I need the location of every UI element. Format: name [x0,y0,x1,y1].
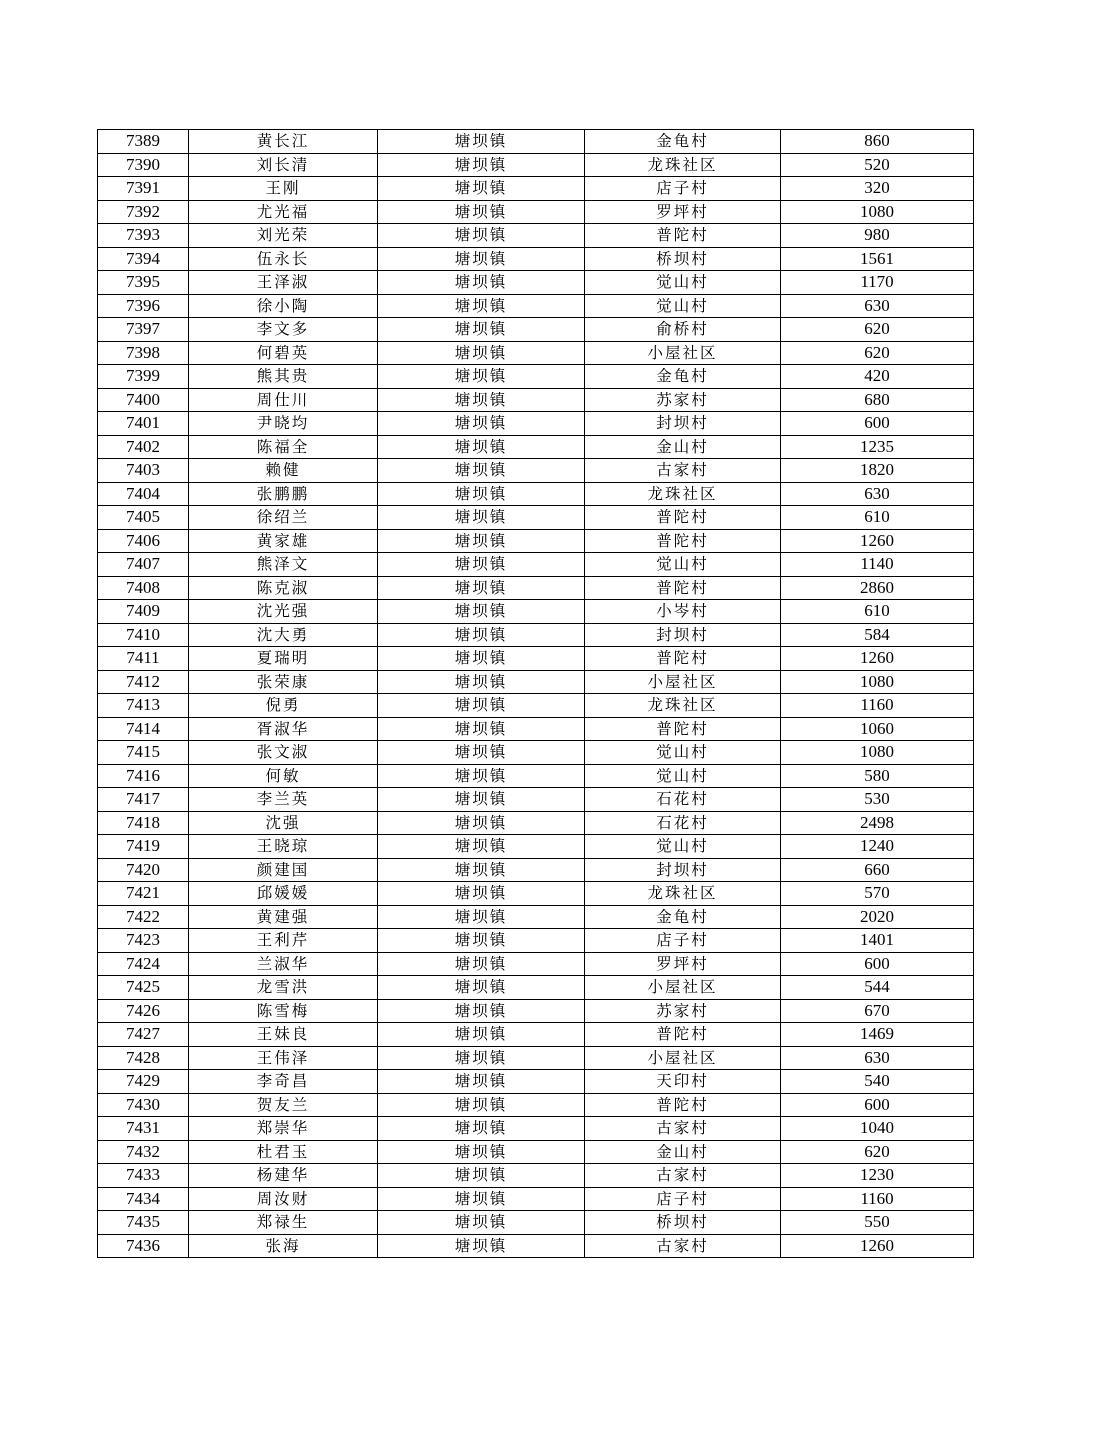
table-row [98,529,974,553]
table-row [98,905,974,929]
town-cell: 塘坝镇 [378,482,585,506]
amount-cell: 1235 [781,435,974,459]
town-cell: 塘坝镇 [378,835,585,859]
name-cell: 沈大勇 [189,623,378,647]
village-cell: 龙珠社区 [585,882,781,906]
row-number-cell: 7419 [98,835,189,859]
table-row [98,811,974,835]
village-cell: 小屋社区 [585,670,781,694]
row-number-cell: 7396 [98,294,189,318]
table-row [98,506,974,530]
town-cell: 塘坝镇 [378,341,585,365]
row-number-cell: 7410 [98,623,189,647]
table-row [98,459,974,483]
name-cell: 陈福全 [189,435,378,459]
amount-cell: 520 [781,153,974,177]
row-number-cell: 7406 [98,529,189,553]
row-number-cell: 7404 [98,482,189,506]
data-table [97,129,974,1258]
village-cell: 金龟村 [585,905,781,929]
town-cell: 塘坝镇 [378,294,585,318]
name-cell: 张荣康 [189,670,378,694]
town-cell: 塘坝镇 [378,882,585,906]
name-cell: 张鹏鹏 [189,482,378,506]
village-cell: 小岑村 [585,600,781,624]
town-cell: 塘坝镇 [378,623,585,647]
town-cell: 塘坝镇 [378,929,585,953]
name-cell: 李文多 [189,318,378,342]
amount-cell: 610 [781,506,974,530]
row-number-cell: 7424 [98,952,189,976]
village-cell: 桥坝村 [585,1211,781,1235]
name-cell: 何碧英 [189,341,378,365]
village-cell: 封坝村 [585,858,781,882]
name-cell: 熊其贵 [189,365,378,389]
town-cell: 塘坝镇 [378,1117,585,1141]
village-cell: 普陀村 [585,529,781,553]
town-cell: 塘坝镇 [378,1211,585,1235]
row-number-cell: 7397 [98,318,189,342]
name-cell: 陈克淑 [189,576,378,600]
row-number-cell: 7426 [98,999,189,1023]
table-row [98,388,974,412]
table-row [98,952,974,976]
row-number-cell: 7427 [98,1023,189,1047]
amount-cell: 1820 [781,459,974,483]
village-cell: 小屋社区 [585,341,781,365]
table-row [98,200,974,224]
table-row [98,1140,974,1164]
row-number-cell: 7392 [98,200,189,224]
name-cell: 何敏 [189,764,378,788]
town-cell: 塘坝镇 [378,788,585,812]
town-cell: 塘坝镇 [378,647,585,671]
row-number-cell: 7418 [98,811,189,835]
table-row [98,318,974,342]
village-cell: 觉山村 [585,835,781,859]
village-cell: 觉山村 [585,271,781,295]
row-number-cell: 7412 [98,670,189,694]
amount-cell: 630 [781,482,974,506]
name-cell: 徐小陶 [189,294,378,318]
village-cell: 苏家村 [585,999,781,1023]
town-cell: 塘坝镇 [378,976,585,1000]
village-cell: 金龟村 [585,365,781,389]
amount-cell: 1230 [781,1164,974,1188]
amount-cell: 2860 [781,576,974,600]
village-cell: 封坝村 [585,623,781,647]
name-cell: 王刚 [189,177,378,201]
amount-cell: 1080 [781,741,974,765]
table-row [98,999,974,1023]
amount-cell: 620 [781,318,974,342]
table-row [98,130,974,154]
name-cell: 黄长江 [189,130,378,154]
table-row [98,294,974,318]
row-number-cell: 7402 [98,435,189,459]
name-cell: 胥淑华 [189,717,378,741]
name-cell: 张海 [189,1234,378,1258]
town-cell: 塘坝镇 [378,459,585,483]
row-number-cell: 7409 [98,600,189,624]
name-cell: 邱媛媛 [189,882,378,906]
town-cell: 塘坝镇 [378,1164,585,1188]
village-cell: 店子村 [585,1187,781,1211]
village-cell: 普陀村 [585,224,781,248]
table-row [98,247,974,271]
town-cell: 塘坝镇 [378,365,585,389]
table-row [98,1023,974,1047]
amount-cell: 1170 [781,271,974,295]
town-cell: 塘坝镇 [378,435,585,459]
amount-cell: 630 [781,1046,974,1070]
row-number-cell: 7407 [98,553,189,577]
row-number-cell: 7390 [98,153,189,177]
village-cell: 封坝村 [585,412,781,436]
name-cell: 郑禄生 [189,1211,378,1235]
table-row [98,882,974,906]
amount-cell: 1260 [781,1234,974,1258]
amount-cell: 620 [781,1140,974,1164]
row-number-cell: 7414 [98,717,189,741]
table-row [98,647,974,671]
amount-cell: 1060 [781,717,974,741]
amount-cell: 540 [781,1070,974,1094]
village-cell: 龙珠社区 [585,482,781,506]
village-cell: 石花村 [585,811,781,835]
table-row [98,1187,974,1211]
table-row [98,576,974,600]
town-cell: 塘坝镇 [378,1234,585,1258]
row-number-cell: 7401 [98,412,189,436]
amount-cell: 1160 [781,1187,974,1211]
village-cell: 店子村 [585,177,781,201]
table-row [98,553,974,577]
table-row [98,1211,974,1235]
amount-cell: 680 [781,388,974,412]
town-cell: 塘坝镇 [378,412,585,436]
town-cell: 塘坝镇 [378,952,585,976]
row-number-cell: 7432 [98,1140,189,1164]
village-cell: 桥坝村 [585,247,781,271]
town-cell: 塘坝镇 [378,600,585,624]
amount-cell: 320 [781,177,974,201]
name-cell: 王泽淑 [189,271,378,295]
amount-cell: 670 [781,999,974,1023]
name-cell: 颜建国 [189,858,378,882]
amount-cell: 1240 [781,835,974,859]
amount-cell: 1469 [781,1023,974,1047]
town-cell: 塘坝镇 [378,318,585,342]
row-number-cell: 7415 [98,741,189,765]
name-cell: 杜君玉 [189,1140,378,1164]
row-number-cell: 7420 [98,858,189,882]
village-cell: 金山村 [585,435,781,459]
name-cell: 郑崇华 [189,1117,378,1141]
row-number-cell: 7411 [98,647,189,671]
row-number-cell: 7417 [98,788,189,812]
row-number-cell: 7400 [98,388,189,412]
amount-cell: 600 [781,412,974,436]
row-number-cell: 7425 [98,976,189,1000]
town-cell: 塘坝镇 [378,905,585,929]
row-number-cell: 7394 [98,247,189,271]
village-cell: 觉山村 [585,553,781,577]
row-number-cell: 7413 [98,694,189,718]
amount-cell: 580 [781,764,974,788]
village-cell: 古家村 [585,1164,781,1188]
town-cell: 塘坝镇 [378,224,585,248]
table-row [98,1046,974,1070]
village-cell: 俞桥村 [585,318,781,342]
town-cell: 塘坝镇 [378,247,585,271]
name-cell: 尹晓均 [189,412,378,436]
village-cell: 古家村 [585,459,781,483]
village-cell: 普陀村 [585,1023,781,1047]
town-cell: 塘坝镇 [378,1187,585,1211]
village-cell: 普陀村 [585,647,781,671]
name-cell: 李奇昌 [189,1070,378,1094]
town-cell: 塘坝镇 [378,670,585,694]
village-cell: 普陀村 [585,717,781,741]
town-cell: 塘坝镇 [378,858,585,882]
row-number-cell: 7436 [98,1234,189,1258]
amount-cell: 1160 [781,694,974,718]
amount-cell: 1080 [781,670,974,694]
table-row [98,1093,974,1117]
village-cell: 普陀村 [585,576,781,600]
town-cell: 塘坝镇 [378,741,585,765]
town-cell: 塘坝镇 [378,153,585,177]
table-row [98,858,974,882]
table-row [98,976,974,1000]
row-number-cell: 7423 [98,929,189,953]
village-cell: 觉山村 [585,741,781,765]
name-cell: 夏瑞明 [189,647,378,671]
name-cell: 龙雪洪 [189,976,378,1000]
row-number-cell: 7422 [98,905,189,929]
amount-cell: 420 [781,365,974,389]
table-row [98,764,974,788]
name-cell: 刘光荣 [189,224,378,248]
village-cell: 普陀村 [585,506,781,530]
table-row [98,717,974,741]
amount-cell: 1260 [781,529,974,553]
table-row [98,177,974,201]
town-cell: 塘坝镇 [378,1070,585,1094]
name-cell: 黄建强 [189,905,378,929]
row-number-cell: 7398 [98,341,189,365]
amount-cell: 980 [781,224,974,248]
name-cell: 贺友兰 [189,1093,378,1117]
town-cell: 塘坝镇 [378,1140,585,1164]
village-cell: 金龟村 [585,130,781,154]
table-row [98,271,974,295]
village-cell: 罗坪村 [585,200,781,224]
row-number-cell: 7405 [98,506,189,530]
town-cell: 塘坝镇 [378,130,585,154]
town-cell: 塘坝镇 [378,694,585,718]
table-row [98,694,974,718]
village-cell: 觉山村 [585,294,781,318]
row-number-cell: 7430 [98,1093,189,1117]
town-cell: 塘坝镇 [378,271,585,295]
town-cell: 塘坝镇 [378,717,585,741]
amount-cell: 620 [781,341,974,365]
table-row [98,412,974,436]
amount-cell: 610 [781,600,974,624]
table-row [98,741,974,765]
amount-cell: 860 [781,130,974,154]
name-cell: 王利芹 [189,929,378,953]
amount-cell: 530 [781,788,974,812]
village-cell: 小屋社区 [585,1046,781,1070]
name-cell: 陈雪梅 [189,999,378,1023]
row-number-cell: 7408 [98,576,189,600]
village-cell: 罗坪村 [585,952,781,976]
table-row [98,365,974,389]
name-cell: 张文淑 [189,741,378,765]
village-cell: 天印村 [585,1070,781,1094]
amount-cell: 1260 [781,647,974,671]
town-cell: 塘坝镇 [378,576,585,600]
table-row [98,224,974,248]
row-number-cell: 7435 [98,1211,189,1235]
row-number-cell: 7393 [98,224,189,248]
row-number-cell: 7433 [98,1164,189,1188]
name-cell: 杨建华 [189,1164,378,1188]
village-cell: 觉山村 [585,764,781,788]
name-cell: 倪勇 [189,694,378,718]
name-cell: 伍永长 [189,247,378,271]
table-row [98,153,974,177]
village-cell: 小屋社区 [585,976,781,1000]
amount-cell: 600 [781,952,974,976]
row-number-cell: 7429 [98,1070,189,1094]
row-number-cell: 7416 [98,764,189,788]
row-number-cell: 7395 [98,271,189,295]
name-cell: 沈光强 [189,600,378,624]
table-row [98,788,974,812]
amount-cell: 1040 [781,1117,974,1141]
row-number-cell: 7391 [98,177,189,201]
table-row [98,1234,974,1258]
table-row [98,1117,974,1141]
row-number-cell: 7389 [98,130,189,154]
town-cell: 塘坝镇 [378,999,585,1023]
name-cell: 尤光福 [189,200,378,224]
row-number-cell: 7399 [98,365,189,389]
table-row [98,435,974,459]
amount-cell: 660 [781,858,974,882]
amount-cell: 600 [781,1093,974,1117]
town-cell: 塘坝镇 [378,1046,585,1070]
amount-cell: 544 [781,976,974,1000]
amount-cell: 1561 [781,247,974,271]
table-body [98,130,974,1258]
name-cell: 刘长清 [189,153,378,177]
name-cell: 熊泽文 [189,553,378,577]
village-cell: 普陀村 [585,1093,781,1117]
name-cell: 黄家雄 [189,529,378,553]
amount-cell: 584 [781,623,974,647]
table-row [98,623,974,647]
town-cell: 塘坝镇 [378,200,585,224]
town-cell: 塘坝镇 [378,506,585,530]
town-cell: 塘坝镇 [378,1023,585,1047]
row-number-cell: 7434 [98,1187,189,1211]
name-cell: 王晓琼 [189,835,378,859]
table-row [98,1070,974,1094]
amount-cell: 2020 [781,905,974,929]
table-row [98,670,974,694]
name-cell: 王伟泽 [189,1046,378,1070]
town-cell: 塘坝镇 [378,388,585,412]
village-cell: 古家村 [585,1117,781,1141]
town-cell: 塘坝镇 [378,177,585,201]
amount-cell: 630 [781,294,974,318]
table-row [98,341,974,365]
row-number-cell: 7431 [98,1117,189,1141]
name-cell: 王妹良 [189,1023,378,1047]
town-cell: 塘坝镇 [378,529,585,553]
village-cell: 龙珠社区 [585,694,781,718]
table-row [98,482,974,506]
village-cell: 店子村 [585,929,781,953]
town-cell: 塘坝镇 [378,764,585,788]
amount-cell: 2498 [781,811,974,835]
name-cell: 兰淑华 [189,952,378,976]
name-cell: 赖健 [189,459,378,483]
table-row [98,835,974,859]
name-cell: 徐绍兰 [189,506,378,530]
village-cell: 金山村 [585,1140,781,1164]
amount-cell: 1140 [781,553,974,577]
town-cell: 塘坝镇 [378,1093,585,1117]
row-number-cell: 7421 [98,882,189,906]
table-row [98,1164,974,1188]
village-cell: 古家村 [585,1234,781,1258]
village-cell: 石花村 [585,788,781,812]
amount-cell: 1080 [781,200,974,224]
table-row [98,929,974,953]
row-number-cell: 7428 [98,1046,189,1070]
town-cell: 塘坝镇 [378,811,585,835]
name-cell: 周仕川 [189,388,378,412]
village-cell: 苏家村 [585,388,781,412]
name-cell: 周汝财 [189,1187,378,1211]
amount-cell: 1401 [781,929,974,953]
name-cell: 李兰英 [189,788,378,812]
table-row [98,600,974,624]
row-number-cell: 7403 [98,459,189,483]
amount-cell: 550 [781,1211,974,1235]
village-cell: 龙珠社区 [585,153,781,177]
town-cell: 塘坝镇 [378,553,585,577]
name-cell: 沈强 [189,811,378,835]
amount-cell: 570 [781,882,974,906]
